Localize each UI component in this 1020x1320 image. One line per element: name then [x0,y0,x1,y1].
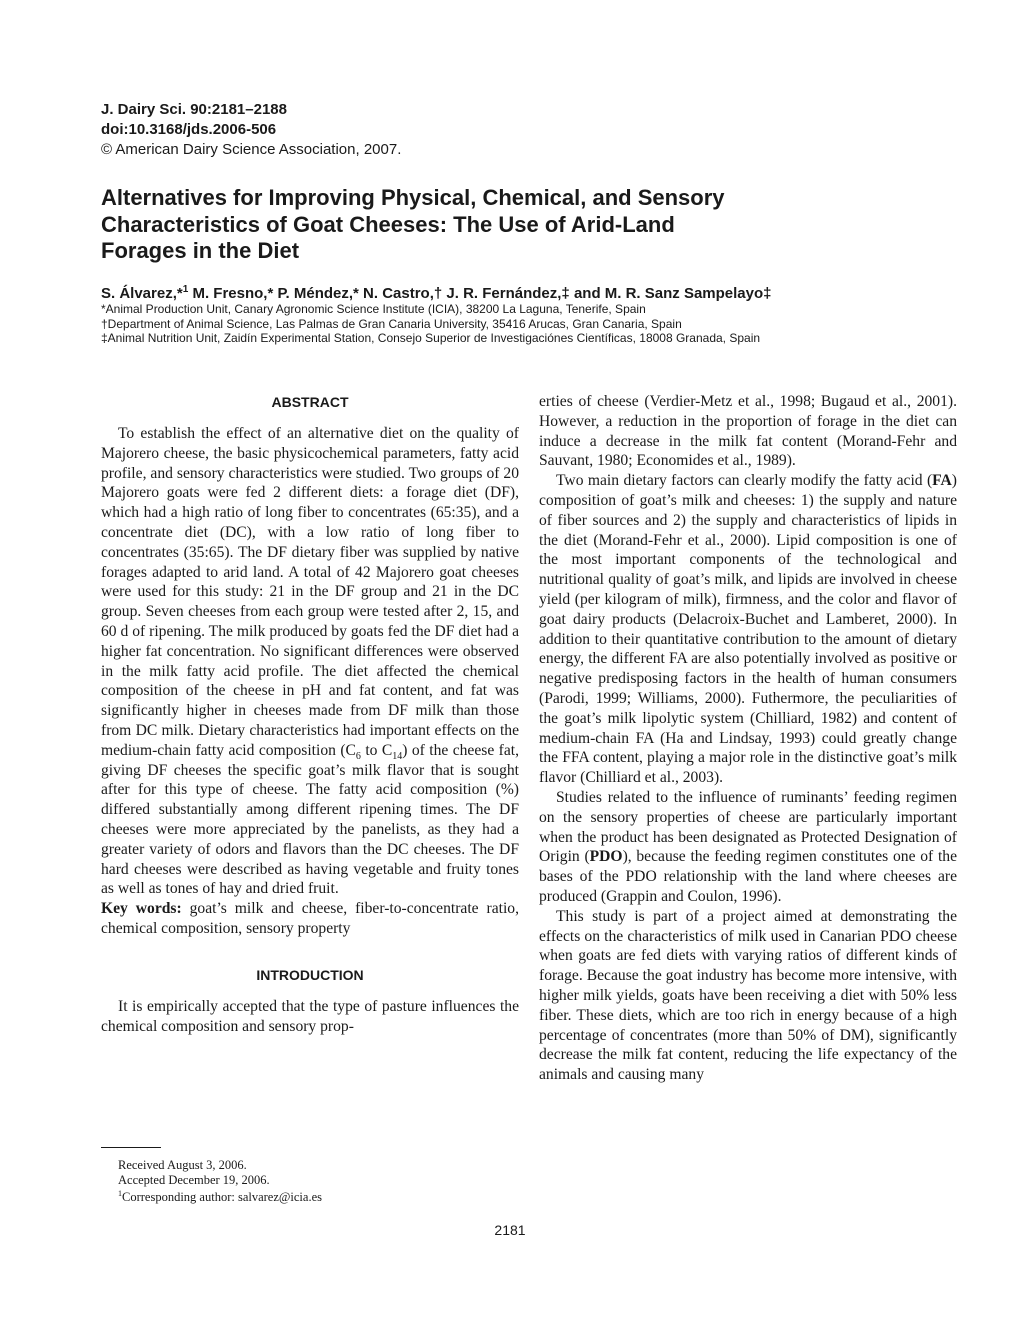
affiliation: ‡Animal Nutrition Unit, Zaidín Experimental Station, Consejo Superior de Investigaciónes Científicas, 18008 Granada, Spain [101,331,761,345]
intro-paragraph: It is empirically accepted that the type of pasture influences the chemical composition and sensory prop- [101,997,519,1035]
title-line: Forages in the Diet [101,238,300,263]
keywords-label: Key words: [101,900,182,918]
footnote-divider [101,1147,161,1148]
affiliation: †Department of Animal Science, Las Palmas de Gran Canaria University, 35416 Arucas, Gran Canaria, Spain [101,316,682,331]
title-line: Characteristics of Goat Cheeses: The Use of Arid-Land [101,211,675,237]
footnotes [118,1158,322,1205]
journal-copyright: © American Dairy Science Association, 2007. [101,141,402,158]
left-column [101,392,519,1036]
abbreviation: PDO [589,848,623,866]
intro-paragraph: This study is part of a project aimed at demonstrating the effects on the characteristics of milk used in Canarian PDO cheese when goats are fed diets with varying ratios of different kinds of forage. Because the goat industry has become more intensive, with higher milk yields, goats have been receiving a diet with 50% less fiber. These diets, which are too rich in energy because of a high percentage of concentrates (more than 50% of DM), significantly decrease the milk fat content, reducing the life expectancy of the animals and causing many [539,907,957,1084]
journal-doi: doi:10.3168/jds.2006-506 [101,121,277,138]
journal-citation: J. Dairy Sci. 90:2181–2188 [101,101,287,118]
affiliations [101,302,760,346]
journal-header [101,100,401,160]
received-date: Received August 3, 2006. [118,1158,247,1172]
intro-paragraph: Two main dietary factors can clearly modify the fatty acid (FA) composition of goat’s milk and cheeses: 1) the supply and nature of fiber sources and 2) the supply and characteristics of lipids in the diet (Morand-Fehr et al., 2000). Lipid composition is one of the most important components of the technological and nutritional quality of goat’s milk, and lipids are involved in cheese yield (per kilogram of milk), firmness, and the color and flavor of goat dairy products (Delacroix-Buchet and Lamberet, 2000). In addition to their quantitative contribution to the amount of dietary energy, the different FA are also potentially involved as positive or negative predisposing factors in the health of human consumers (Parodi, 1999; Williams, 2000). Futhermore, the peculiarities of the goat’s milk lipolytic system (Chilliard, 1982) and content of medium-chain FA (Ha and Lindsay, 1993) could greatly change the FFA content, playing a major role in the distinctive goat’s milk flavor (Chilliard et al., 2003). [539,472,957,787]
keywords: goat’s milk and cheese, fiber-to-concentrate ratio, chemical composition, sensory property [101,900,519,937]
author-list [101,284,772,302]
corresponding-author: $^1$Corresponding author: salvarez@icia.es [118,1189,322,1205]
title-line: Alternatives for Improving Physical, Chemical, and Sensory [101,185,725,210]
intro-paragraph: erties of cheese (Verdier-Metz et al., 1998; Bugaud et al., 2001). However, a reduction in the proportion of forage in the diet can induce a decrease in the milk fat content (Morand-Fehr and Sauvant, 1980; Economides et al., 1989). [539,393,957,470]
author-rest: M. Fresno,* P. Méndez,* N. Castro,† J. R. Fernández,‡ and M. R. Sanz Sampelayo‡ [188,285,772,302]
right-column [539,392,957,1085]
abstract-heading: ABSTRACT [271,394,349,410]
page-number: 2181 [494,1222,526,1238]
author-footnote-mark: 1 [182,284,189,295]
affiliation: *Animal Production Unit, Canary Agronomic Science Institute (ICIA), 38200 La Laguna, Tenerife, Spain [101,302,646,316]
introduction-heading: INTRODUCTION [256,966,364,983]
abbreviation: FA [932,472,952,490]
intro-paragraph: Studies related to the influence of ruminants’ feeding regimen on the sensory properties of cheese are particularly important when the product has been designated as Protected Designation of Origin (PDO), because the feeding regimen constitutes one of the bases of the PDO relationship with the land where cheeses are produced (Grappin and Coulon, 1996). [539,788,957,905]
article-title [101,185,881,265]
abstract-text: To establish the effect of an alternative diet on the quality of Majorero cheese, the basic physicochemical parameters, fatty acid profile, and sensory characteristics were studied. Two groups of 20 Majorero goats were fed 2 different diets: a forage diet (DF), which had a high ratio of long fiber to concentrates (65:35), and a concentrate diet (DC), with a low ratio of long fiber to concentrates (35:65). The DF dietary fiber was supplied by native forages adapted to arid land. A total of 42 Majorero goat cheeses were used for this study: 21 in the DF group and 21 in the DC group. Seven cheeses from each group were tested after 2, 15, and 60 d of ripening. The milk produced by goats fed the DF diet had a higher fat concentration. No significant differences were observed in the milk fatty acid profile. The diet affected the chemical composition of the cheese in pH and fat content, and fat was significantly higher in cheeses made from DF milk than those from DC milk. Dietary characteristics had important effects on the medium-chain fatty acid composition ($C_6$ to $C_{14}$) of the cheese fat, giving DF cheeses the specific goat’s milk flavor that is sought after for this type of cheese. The fatty acid composition (%) differed substantially among different ripening times. The DF cheeses were more appreciated by the panelists, as they had a greater variety of odors and flavors than the DC cheeses. The DF hard cheeses were described as having vegetable and fruity tones as well as tones of hay and dried fruit. Key words: goat’s milk and cheese, fiber-to-concentrate ratio, chemical composition, sensory property [101,425,520,937]
accepted-date: Accepted December 19, 2006. [118,1172,270,1187]
author-first: S. Álvarez,* [101,285,183,302]
